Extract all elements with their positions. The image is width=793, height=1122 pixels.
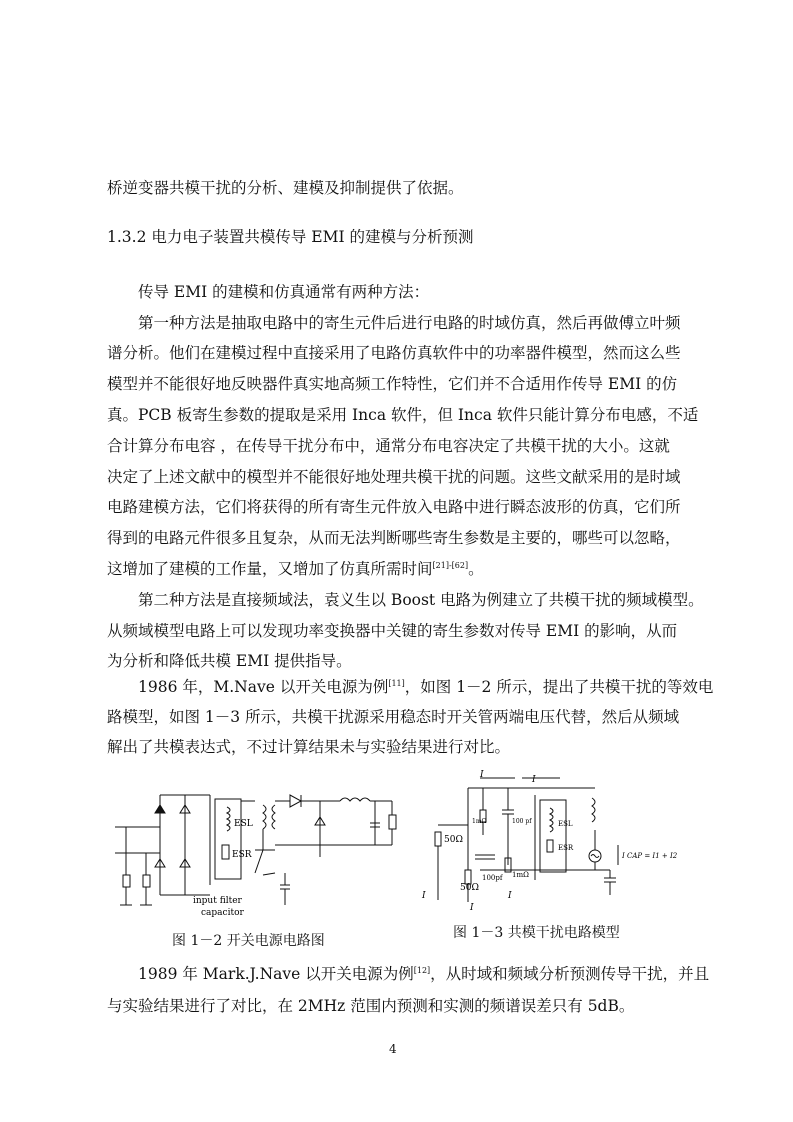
c1-label: 100 pf (512, 818, 532, 825)
text: 。 (468, 560, 484, 578)
citation: [12] (413, 966, 431, 975)
body-line: 桥逆变器共模干扰的分析、建模及抑制提供了依据。 (107, 179, 464, 197)
icap-label: I CAP = I1 + I2 (622, 852, 678, 860)
body-line: 电路建模方法，它们将获得的所有寄生元件放入电路中进行瞬态波形的仿真，它们所 (107, 498, 681, 516)
i1-label: I (470, 903, 474, 913)
c2-label: 100pf (482, 874, 503, 882)
r1-label: 1mΩ (472, 818, 487, 825)
body-line: 解出了共模表达式，不过计算结果未与实验结果进行对比。 (107, 738, 511, 756)
section-heading: 1.3.2 电力电子装置共模传导 EMI 的建模与分析预测 (107, 228, 474, 246)
esr-label: ESR (558, 844, 574, 852)
page-number: 4 (389, 1042, 397, 1056)
body-line: 合计算分布电容 ，在传导干扰分布中，通常分布电容决定了共模干扰的大小。这就 (107, 437, 670, 455)
body-line: 传导 EMI 的建模和仿真通常有两种方法： (138, 283, 430, 301)
figure-1-2-circuit (115, 785, 410, 925)
body-line (107, 559, 697, 579)
body-line: 路模型，如图 1－3 所示，共模干扰源采用稳态时开关管两端电压代替，然后从频域 (107, 708, 680, 726)
text: ，从时域和频域分析预测传导干扰，并且 (430, 965, 710, 983)
citation: [21]-[62] (432, 561, 469, 570)
filter-label-line1: input filter (193, 896, 242, 906)
esr-label: ESR (232, 850, 252, 860)
body-line: 与实验结果进行了对比，在 2MHz 范围内预测和实测的频谱误差只有 5dB。 (107, 997, 635, 1015)
body-line: 谱分析。他们在建模过程中直接采用了电路仿真软件中的功率器件模型，然而这么些 (107, 344, 681, 362)
text: 1989 年 Mark.J.Nave 以开关电源为例 (138, 965, 414, 983)
figure-1-3-caption: 图 1－3 共模干扰电路模型 (453, 925, 620, 941)
text: 1986 年，M.Nave 以开关电源为例 (138, 678, 389, 696)
citation: [11] (388, 679, 405, 688)
text: ，如图 1－2 所示，提出了共模干扰的等效电 (404, 678, 714, 696)
text: 这增加了建模的工作量，又增加了仿真所需时间 (107, 560, 433, 578)
body-line: 第一种方法是抽取电路中的寄生元件后进行电路的时域仿真，然后再做傅立叶频 (138, 314, 681, 332)
i2-label: I (532, 775, 536, 785)
body-line: 从频域模型电路上可以发现功率变换器中关键的寄生参数对传导 EMI 的影响，从而 (107, 622, 678, 640)
r2-label: 1mΩ (512, 871, 529, 879)
figure-1-3-circuit (420, 770, 690, 920)
body-line (138, 964, 728, 984)
filter-label-line2: capacitor (201, 908, 244, 918)
r50-label: 50Ω (444, 835, 463, 845)
i2-label: I (422, 891, 426, 901)
figure-1-2-caption: 图 1－2 开关电源电路图 (172, 933, 325, 949)
i2-label: I (480, 770, 484, 780)
esl-label: ESL (558, 820, 573, 828)
i1-label: I (508, 891, 512, 901)
body-line: 真。PCB 板寄生参数的提取是采用 Inca 软件，但 Inca 软件只能计算分布电感，不适 (107, 406, 699, 424)
esl-label: ESL (234, 819, 253, 829)
body-line: 得到的电路元件很多且复杂，从而无法判断哪些寄生参数是主要的，哪些可以忽略， (107, 529, 681, 547)
body-line: 决定了上述文献中的模型并不能很好地处理共模干扰的问题。这些文献采用的是时域 (107, 468, 681, 486)
body-line: 为分析和降低共模 EMI 提供指导。 (107, 652, 352, 670)
body-line: 第二种方法是直接频域法，袁义生以 Boost 电路为例建立了共模干扰的频域模型。 (138, 591, 704, 609)
body-line (138, 677, 728, 697)
body-line: 模型并不能很好地反映器件真实地高频工作特性，它们并不合适用作传导 EMI 的仿 (107, 375, 678, 393)
r50-label: 50Ω (460, 883, 479, 893)
